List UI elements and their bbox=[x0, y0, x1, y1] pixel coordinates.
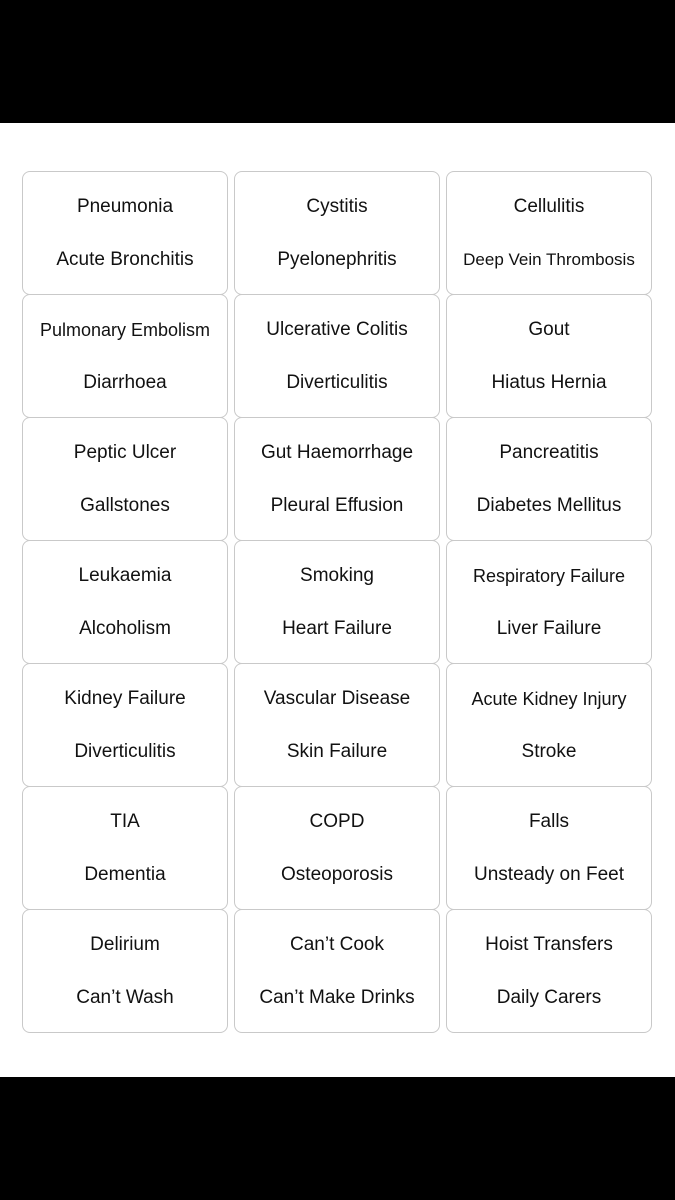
card bbox=[234, 786, 440, 910]
card bbox=[234, 909, 440, 1033]
card bbox=[234, 540, 440, 664]
card-line-2: Can’t Make Drinks bbox=[259, 986, 415, 1008]
card-line-2: Diarrhoea bbox=[83, 371, 167, 393]
card bbox=[22, 417, 228, 541]
card-line-2: Diabetes Mellitus bbox=[476, 494, 622, 516]
card bbox=[446, 663, 652, 787]
card bbox=[234, 663, 440, 787]
card bbox=[22, 171, 228, 295]
card-line-2: Dementia bbox=[84, 863, 166, 885]
card-line-2: Unsteady on Feet bbox=[474, 863, 624, 885]
card-line-1: Vascular Disease bbox=[263, 687, 411, 709]
card-line-1: TIA bbox=[110, 810, 140, 832]
card-line-1: Leukaemia bbox=[78, 564, 172, 586]
card-line-2: Can’t Wash bbox=[76, 986, 174, 1008]
card-line-2: Hiatus Hernia bbox=[491, 371, 607, 393]
document-page bbox=[0, 123, 675, 1077]
card-line-1: Peptic Ulcer bbox=[73, 441, 177, 463]
card-line-1: Delirium bbox=[90, 933, 160, 955]
card-line-2: Heart Failure bbox=[282, 617, 392, 639]
card-line-2: Daily Carers bbox=[496, 986, 602, 1008]
card bbox=[446, 171, 652, 295]
card bbox=[22, 786, 228, 910]
card-line-1: Cellulitis bbox=[513, 195, 585, 217]
card bbox=[446, 294, 652, 418]
card bbox=[234, 294, 440, 418]
card bbox=[446, 540, 652, 664]
card-line-2: Pyelonephritis bbox=[277, 248, 397, 270]
card-line-2: Liver Failure bbox=[496, 617, 602, 639]
card-line-1: Pulmonary Embolism bbox=[39, 319, 211, 340]
card bbox=[22, 540, 228, 664]
card bbox=[446, 909, 652, 1033]
top-black-bar bbox=[0, 0, 675, 123]
card-line-1: Ulcerative Colitis bbox=[266, 318, 408, 340]
card-line-2: Deep Vein Thrombosis bbox=[463, 249, 635, 269]
card-line-2: Pleural Effusion bbox=[270, 494, 404, 516]
card-line-1: COPD bbox=[309, 810, 365, 832]
card bbox=[22, 294, 228, 418]
card-line-2: Osteoporosis bbox=[281, 863, 393, 885]
card-line-1: Can’t Cook bbox=[290, 933, 384, 955]
card-line-1: Pneumonia bbox=[76, 195, 174, 217]
card-line-1: Falls bbox=[528, 810, 570, 832]
card bbox=[234, 171, 440, 295]
card-line-2: Acute Bronchitis bbox=[56, 248, 194, 270]
card bbox=[234, 417, 440, 541]
card-line-1: Respiratory Failure bbox=[472, 565, 626, 586]
card bbox=[446, 786, 652, 910]
card-line-1: Acute Kidney Injury bbox=[471, 688, 627, 709]
card-line-2: Diverticulitis bbox=[74, 740, 176, 762]
card-line-2: Alcoholism bbox=[79, 617, 171, 639]
card bbox=[22, 909, 228, 1033]
bottom-black-bar bbox=[0, 1077, 675, 1200]
card-line-1: Pancreatitis bbox=[499, 441, 599, 463]
card-line-2: Gallstones bbox=[80, 494, 170, 516]
card-grid bbox=[22, 171, 653, 1032]
card-line-1: Gut Haemorrhage bbox=[260, 441, 414, 463]
card-line-1: Gout bbox=[528, 318, 570, 340]
card bbox=[446, 417, 652, 541]
card-line-1: Hoist Transfers bbox=[485, 933, 613, 955]
card-line-1: Cystitis bbox=[306, 195, 368, 217]
card-line-2: Diverticulitis bbox=[286, 371, 388, 393]
card bbox=[22, 663, 228, 787]
card-line-2: Stroke bbox=[521, 740, 577, 762]
card-line-1: Kidney Failure bbox=[64, 687, 186, 709]
card-line-2: Skin Failure bbox=[286, 740, 388, 762]
card-line-1: Smoking bbox=[300, 564, 374, 586]
